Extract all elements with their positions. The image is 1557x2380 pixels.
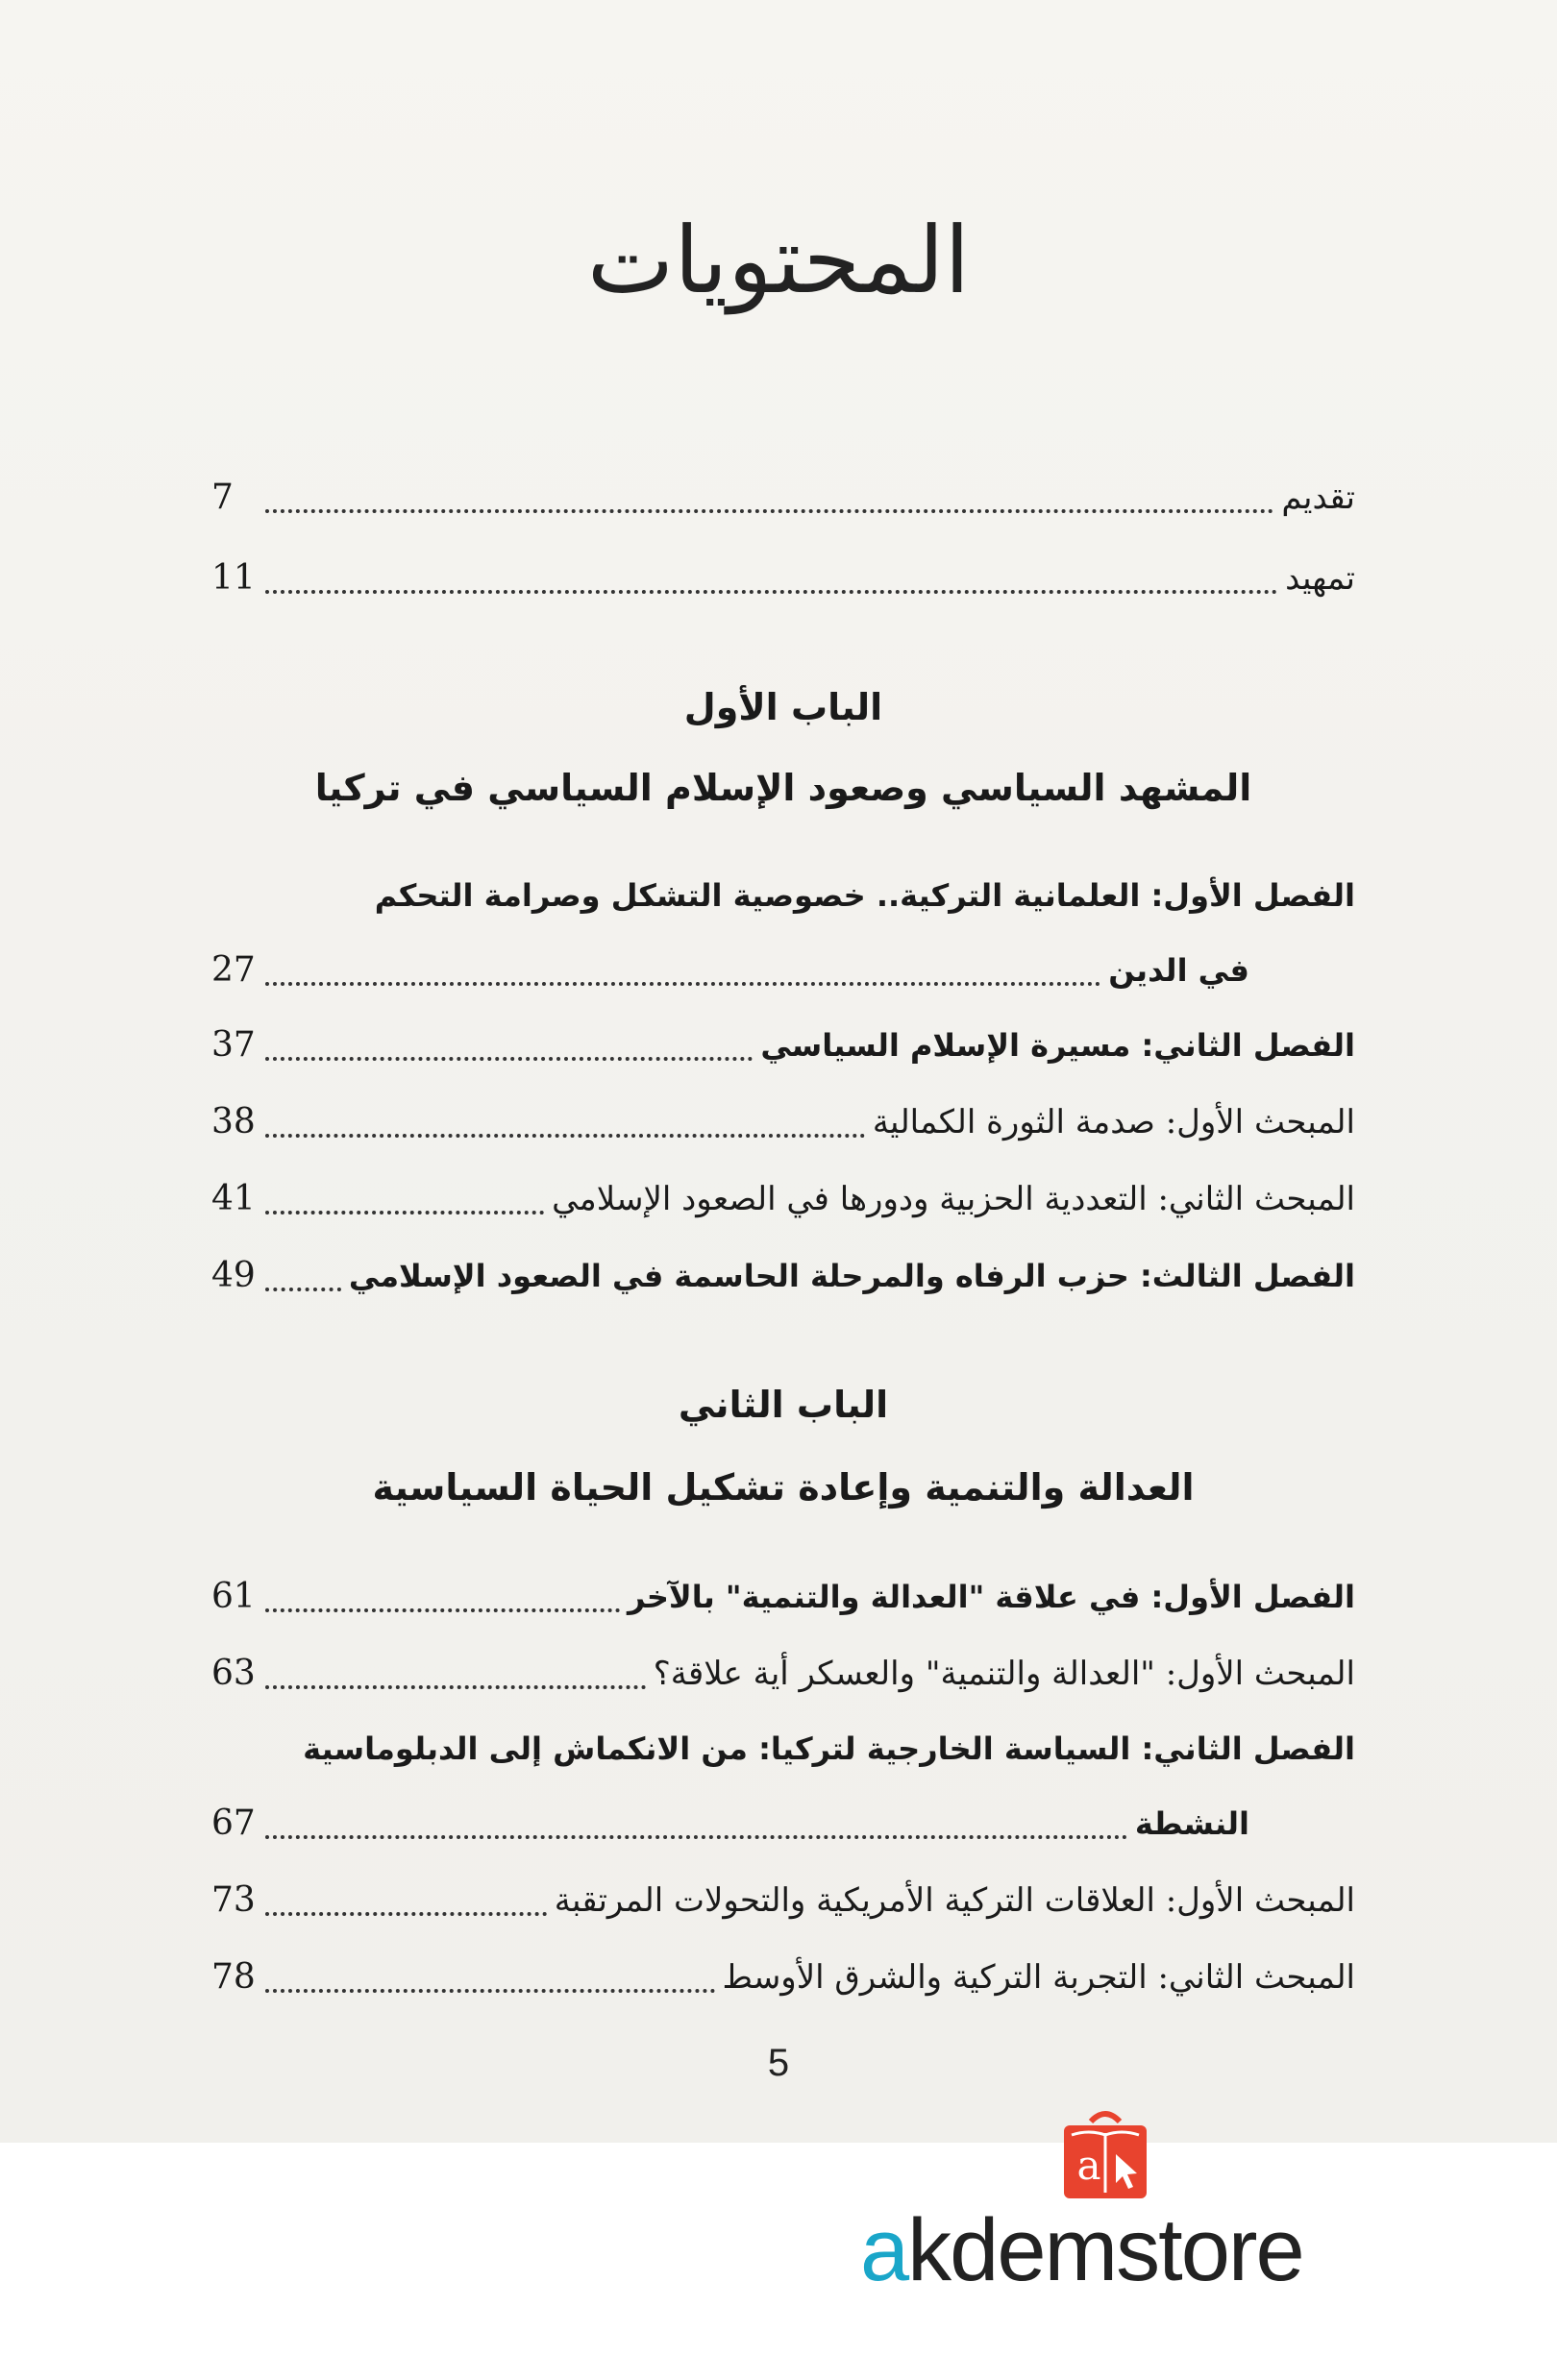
leader-dots <box>265 509 1273 513</box>
part2-subtitle: العدالة والتنمية وإعادة تشكيل الحياة السياسية <box>372 1466 1195 1509</box>
toc-row <box>211 1017 1355 1074</box>
leader-dots <box>265 1134 865 1138</box>
toc-row <box>211 1568 1355 1626</box>
toc-row <box>211 1093 1355 1151</box>
toc-label: المبحث الأول: صدمة الثورة الكمالية <box>872 1103 1355 1141</box>
toc-row <box>211 1795 1355 1852</box>
toc-row <box>211 1949 1355 2006</box>
leader-dots <box>265 982 1100 986</box>
leader-dots <box>265 1211 544 1215</box>
toc-label: النشطة <box>1134 1805 1249 1842</box>
toc-row <box>211 469 1355 527</box>
toc-page-number: 27 <box>211 950 256 990</box>
toc-page-number: 41 <box>211 1179 256 1218</box>
toc-row <box>211 1872 1355 1929</box>
part1-heading: الباب الأول <box>683 686 883 728</box>
toc-page-number: 67 <box>211 1803 256 1843</box>
toc-label: المبحث الأول: العلاقات التركية الأمريكية والتحولات المرتقبة <box>554 1881 1355 1920</box>
toc-page-number: 7 <box>211 478 234 517</box>
toc-label: الفصل الأول: العلمانية التركية.. خصوصية التشكل وصرامة التحكم <box>374 877 1355 914</box>
leader-dots <box>265 1608 620 1612</box>
store-logo <box>0 2095 1557 2380</box>
toc-label: المبحث الأول: "العدالة والتنمية" والعسكر أية علاقة؟ <box>653 1655 1355 1693</box>
toc-row <box>211 942 1355 999</box>
page-number: 5 <box>767 2042 790 2084</box>
toc-row <box>211 1247 1355 1305</box>
toc-page-number: 73 <box>211 1880 256 1920</box>
toc-page-number: 61 <box>211 1577 256 1616</box>
toc-page-number: 38 <box>211 1102 256 1141</box>
toc-row <box>211 550 1355 607</box>
toc-row <box>211 867 1355 924</box>
toc-label: الفصل الأول: في علاقة "العدالة والتنمية" بالآخر <box>627 1579 1355 1615</box>
toc-row <box>211 1170 1355 1228</box>
store-wordmark <box>860 2200 1303 2301</box>
toc-page-number: 49 <box>211 1256 256 1295</box>
part2-heading: الباب الثاني <box>678 1384 889 1426</box>
toc-page-number: 11 <box>211 558 256 598</box>
toc-label: الفصل الثاني: مسيرة الإسلام السياسي <box>760 1027 1355 1064</box>
logo-icon-letter: a <box>1076 2142 1101 2189</box>
leader-dots <box>265 1288 341 1291</box>
leader-dots <box>265 1912 547 1916</box>
toc-row <box>211 1645 1355 1703</box>
toc-label: المبحث الثاني: التعددية الحزبية ودورها في الصعود الإسلامي <box>552 1180 1355 1218</box>
toc-label: تمهيد <box>1285 559 1355 598</box>
leader-dots <box>265 1057 753 1061</box>
toc-label: الفصل الثاني: السياسة الخارجية لتركيا: من الانكماش إلى الدبلوماسية <box>303 1730 1355 1767</box>
page-title: المحتويات <box>586 207 971 314</box>
book-cart-icon <box>1052 2104 1158 2210</box>
wordmark-accent: a <box>860 2201 908 2299</box>
leader-dots <box>265 590 1277 594</box>
toc-page-number: 63 <box>211 1654 256 1693</box>
leader-dots <box>265 1685 646 1689</box>
toc-row <box>211 1720 1355 1778</box>
toc-label: الفصل الثالث: حزب الرفاه والمرحلة الحاسمة في الصعود الإسلامي <box>348 1258 1355 1294</box>
toc-page-number: 37 <box>211 1025 256 1065</box>
leader-dots <box>265 1989 715 1993</box>
toc-page-number: 78 <box>211 1957 256 1997</box>
toc-label: تقديم <box>1281 478 1355 517</box>
leader-dots <box>265 1835 1127 1839</box>
toc-label: في الدين <box>1108 952 1249 989</box>
wordmark-rest: kdemstore <box>907 2201 1303 2299</box>
toc-label: المبحث الثاني: التجربة التركية والشرق الأوسط <box>722 1958 1355 1997</box>
part1-subtitle: المشهد السياسي وصعود الإسلام السياسي في تركيا <box>314 767 1252 809</box>
